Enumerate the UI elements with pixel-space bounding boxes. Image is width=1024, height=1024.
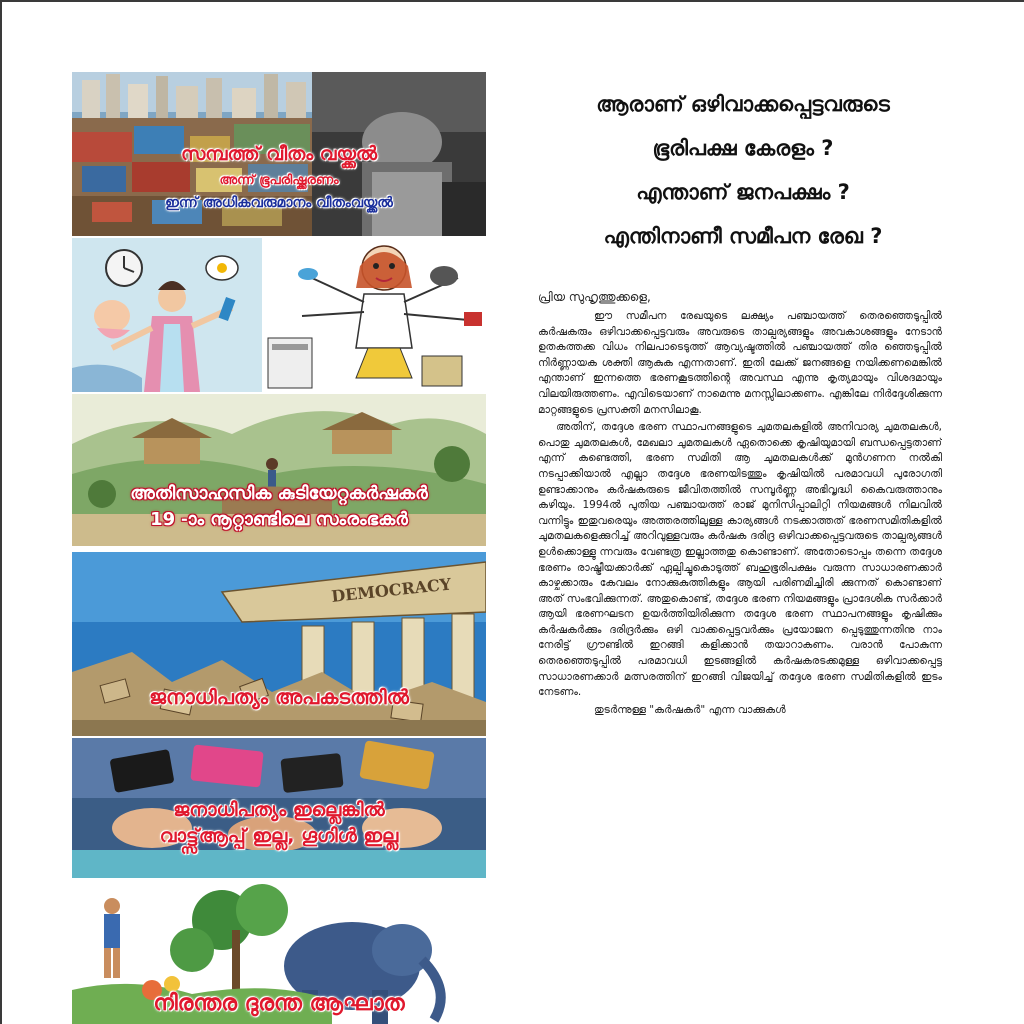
collage-panel-settler-farmers <box>72 394 486 546</box>
panel6-caption-title: നിരന്തര ദുരന്ത ആഘാത <box>153 991 405 1016</box>
collage-panel-disasters <box>72 880 486 1024</box>
collage-panel-busy-women <box>72 238 486 392</box>
article-paragraph-3: തുടർന്നുള്ള "കർഷകർ" എന്ന വാക്കുകൾ <box>594 703 786 716</box>
panel1-caption-line2: അന്ന് ഭൂപരിഷ്ക്കരണം <box>219 173 339 188</box>
headline-line-1: ആരാണ് ഒഴിവാക്കപ്പെട്ടവരുടെ <box>596 92 890 116</box>
headline-line-4: എന്തിനാണീ സമീപന രേഖ ? <box>603 224 883 248</box>
page-border-top <box>0 0 1024 2</box>
image-collage <box>72 72 486 1024</box>
headline-line-2: ഭൂരിപക്ഷ കേരളം ? <box>652 136 834 160</box>
headline-line-3: എന്താണ് ജനപക്ഷം ? <box>636 180 850 204</box>
page-border-left <box>0 0 2 1024</box>
collage-panel-wealth-sharing <box>72 72 486 236</box>
article-header <box>528 82 958 258</box>
article-salutation: പ്രിയ സുഹൃത്തുക്കളെ, <box>538 290 651 304</box>
article-paragraph-2: അതിന്, തദ്ദേശ ഭരണ സ്ഥാപനങ്ങളുടെ ചുമതലകളിൽ അനിവാര്യ ചുമതലകൾ, പൊതു ചുമതലകൾ, മേഖലാ ചുമതലകൾ ഏതൊക്കെ കൃഷിയുമായി ബന്ധപ്പെട്ടതാണ് എന്ന് കണ്ടെത്തി, ഭരണ സമിതി ആ ചുമതലകൾക്ക് മുൻഗണന നൽകി നടപ്പാക്കിയാൽ എല്ലാ തദ്ദേശ ഭരണയിടത്തും കൃഷിയിൽ പരമാവധി പുരോഗതി ഉണ്ടാക്കാനും കർഷകരുടെ ജീവിതത്തിൽ സമ്പൂർണ്ണ അഭിവൃദ്ധി കൈവരുത്താനും കഴിയും. 1994ൽ പുതിയ പഞ്ചായത്ത് രാജ് മുനിസിപ്പാലിറ്റി നിയമങ്ങൾ നിലവിൽ വന്നിട്ടും ഇതുവരെയും അത്തരത്തിലുള്ള കാര്യങ്ങൾ നടക്കാത്തത് ഭരണസമിതികളിൽ ചുമതലകളെക്കുറിച്ച് അറിവുള്ളവരും കർഷക ദരിദ്ര ഒഴിവാക്കപ്പെട്ടവരുടെ താല്പര്യങ്ങൾ ഉൾക്കൊള്ളു ന്നവരും വേണ്ടത്ര ഇല്ലാത്തതു കൊണ്ടാണ്. അതോടൊപ്പം തന്നെ തദ്ദേശ ഭരണം രാഷ്ട്രീയക്കാർക്ക് ഏല്പിച്ചുകൊടുത്ത് ബഹുഭൂരിപക്ഷം വരുന്ന സാധാരണക്കാർ കാഴ്ചക്കാരും കേവലം നോക്കുകുത്തികളും ആയി പരിണമിച്ചിരി ക്കുന്നത് കൊണ്ടാണ് അത് സംഭവിക്കുന്നത്. അതുകൊണ്ട്, തദ്ദേശ ഭരണ നിയമങ്ങളും പ്രാദേശിക സർക്കാർ ആയി ഭരണഘടന ഉയർത്തിയിരിക്കുന്ന തദ്ദേശ ഭരണ സ്ഥാപനങ്ങളും കൃഷിക്കും കർഷകർക്കും ദരിദ്രർക്കും ഒഴി വാക്കപ്പെട്ടവർക്കും പ്രയോജന പ്പെടുത്തുന്നതിനു നാം നേരിട്ട് ഗ്രൗണ്ടിൽ ഇറങ്ങി കളിക്കാൻ തയാറാകണം. വരാൻ പോകുന്ന തെരഞ്ഞെടുപ്പിൽ പരമാവധി ഇടങ്ങളിൽ കർഷകരടക്കമുള്ള ഒഴിവാക്കപ്പെട്ട സാധാരണക്കാർ മത്സരത്തിന് ഇറങ്ങി വിജയിച്ച് തദ്ദേശ ഭരണ സമിതികളിൽ ഇടം നേടണം. <box>538 421 942 699</box>
democracy-sign-text: DEMOCRACY <box>330 574 453 606</box>
panel3-caption-title: അതിസാഹസിക കുടിയേറ്റകർഷകർ <box>130 483 428 504</box>
article-paragraph-1: ഈ സമീപന രേഖയുടെ ലക്ഷ്യം പഞ്ചായത്ത് തെരഞ്ഞെടുപ്പിൽ കർഷകരും ഒഴിവാക്കപ്പെട്ടവരും അവരുടെ താല്പര്യങ്ങളും അവകാശങ്ങളും നേടാൻ ഉതകത്തക്ക വിധം നിലപാടെടുത്ത് ആവ്യഷ്ടത്തിൽ പഞ്ചായത്ത് തിര ഞ്ഞെടുപ്പിൽ നിർണ്ണായക ശക്തി ആകുക എന്നതാണ്. ഇതി ലേക്ക് ജനങ്ങളെ നയിക്കണമെങ്കിൽ എന്താണ് ഇന്നത്തെ ഭരണകൂടത്തിന്റെ അവസ്ഥ എന്നു കൃത്യമായും വിശദമായും വിലയിരുത്തണം. എവിടെയാണ് നാമെന്നു മനസ്സിലാക്കണം. എങ്കിലേ നിർദ്ദേശിക്കുന്ന മാറ്റങ്ങളുടെ പ്രസക്തി മനസിലാകൂ. <box>538 310 942 416</box>
collage-panel-democracy-danger <box>72 552 486 736</box>
panel3-caption-line2: 19 -ാം നൂറ്റാണ്ടിലെ സംരംഭകർ <box>150 509 408 530</box>
multitasking-women-illustration <box>72 238 486 392</box>
panel5-caption-line2: വാട്ട്സ്ആപ്പ് ഇല്ല, ഗൂഗിൾ ഇല്ല <box>159 825 399 847</box>
article-headline <box>528 82 958 258</box>
article-body <box>538 309 942 1021</box>
panel4-caption-title: ജനാധിപത്യം അപകടത്തിൽ <box>149 685 409 709</box>
panel5-caption-title: ജനാധിപത്യം ഇല്ലെങ്കിൽ <box>173 799 385 821</box>
panel1-caption-title: സമ്പത്ത് വീതം വയ്ക്കൽ <box>180 143 378 165</box>
collage-panel-no-whatsapp <box>72 738 486 878</box>
panel1-caption-line3: ഇന്ന് അധികവരുമാനം വീതംവയ്ക്കൽ <box>165 195 393 211</box>
